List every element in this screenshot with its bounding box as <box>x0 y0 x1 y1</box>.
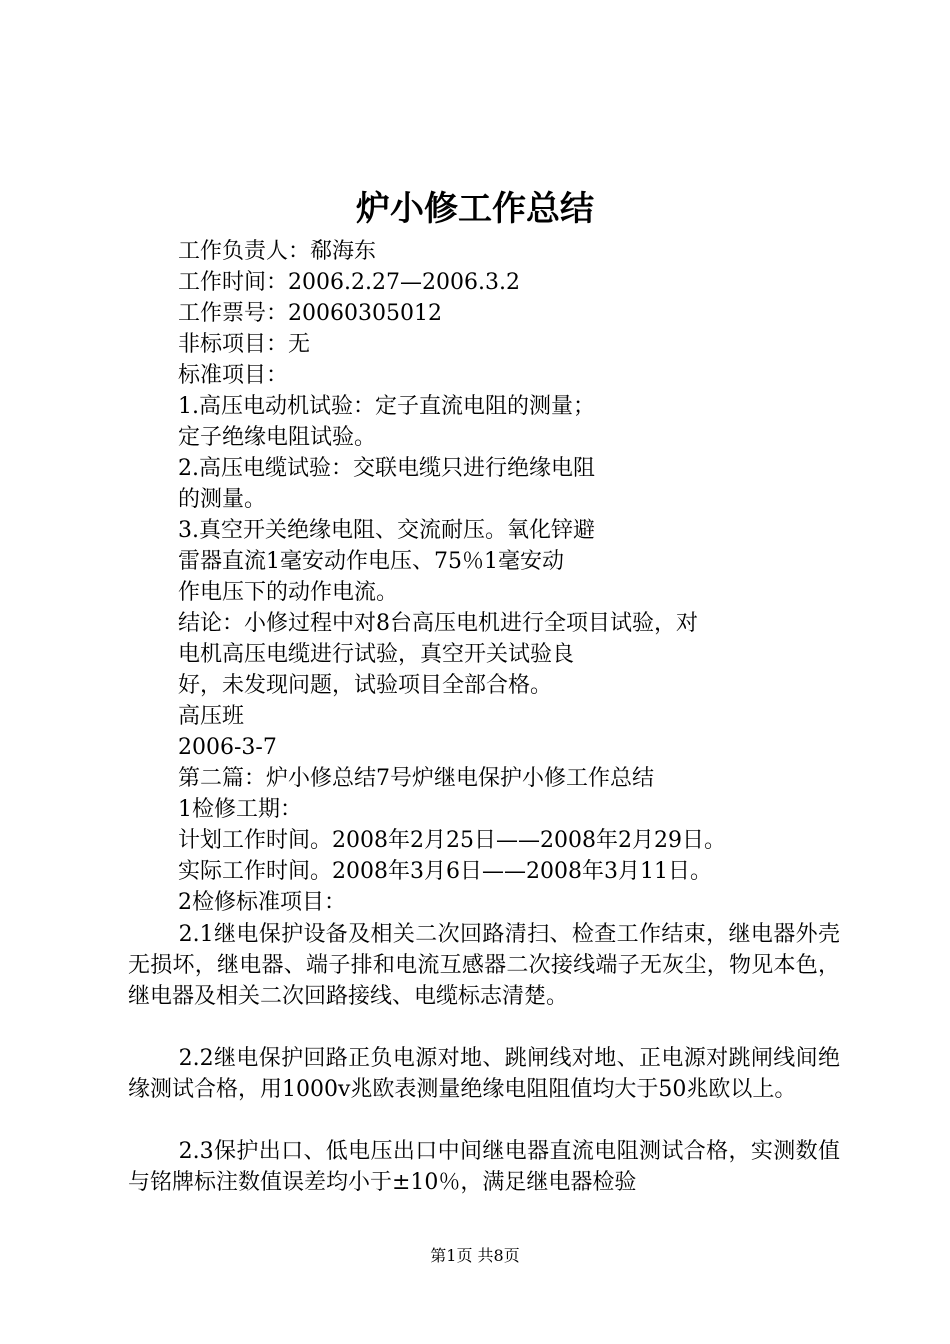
actual-time-line: 实际工作时间。2008年3月6日——2008年3月11日。 <box>178 859 712 884</box>
item-3-line-1: 3.真空开关绝缘电阻、交流耐压。氧化锌避 <box>178 518 595 543</box>
responsible-person-line: 工作负责人：郗海东 <box>178 239 377 264</box>
work-time-line: 工作时间：2006.2.27—2006.3.2 <box>178 270 520 295</box>
paragraph-2-2: 2.2继电保护回路正负电源对地、跳闸线对地、正电源对跳闸线间绝缘测试合格，用1000v兆欧表测量绝缘电阻阻值均大于50兆欧以上。 <box>128 1046 840 1102</box>
item-2-line-1: 2.高压电缆试验：交联电缆只进行绝缘电阻 <box>178 456 595 481</box>
item-3-line-3: 作电压下的动作电流。 <box>178 580 399 605</box>
document-title: 炉小修工作总结 <box>356 189 594 229</box>
signature-date: 2006-3-7 <box>178 735 277 760</box>
non-standard-items-line: 非标项目：无 <box>178 332 311 357</box>
item-2-line-2: 的测量。 <box>178 487 267 512</box>
page-footer: 第1页 共8页 <box>430 1246 520 1265</box>
team-signature: 高压班 <box>178 704 245 729</box>
section-1-heading: 1检修工期： <box>178 797 302 822</box>
conclusion-line-3: 好，未发现问题，试验项目全部合格。 <box>178 673 553 698</box>
planned-time-line: 计划工作时间。2008年2月25日——2008年2月29日。 <box>178 828 726 853</box>
item-1-line-1: 1.高压电动机试验：定子直流电阻的测量； <box>178 394 595 419</box>
chapter-two-heading: 第二篇：炉小修总结7号炉继电保护小修工作总结 <box>178 766 654 791</box>
item-1-line-2: 定子绝缘电阻试验。 <box>178 425 377 450</box>
section-2-heading: 2检修标准项目： <box>178 890 346 915</box>
conclusion-line-1: 结论：小修过程中对8台高压电机进行全项目试验，对 <box>178 611 698 636</box>
standard-items-heading: 标准项目： <box>178 363 289 388</box>
paragraph-2-1: 2.1继电保护设备及相关二次回路清扫、检查工作结束，继电器外壳无损坏，继电器、端子排和电流互感器二次接线端子无灰尘，物见本色，继电器及相关二次回路接线、电缆标志清楚。 <box>128 922 840 1009</box>
item-3-line-2: 雷器直流1毫安动作电压、75％1毫安动 <box>178 549 564 574</box>
paragraph-2-3: 2.3保护出口、低电压出口中间继电器直流电阻测试合格，实测数值与铭牌标注数值误差均小于±10％，满足继电器检验 <box>128 1139 840 1195</box>
conclusion-line-2: 电机高压电缆进行试验，真空开关试验良 <box>178 642 575 667</box>
ticket-number-line: 工作票号：20060305012 <box>178 301 442 326</box>
